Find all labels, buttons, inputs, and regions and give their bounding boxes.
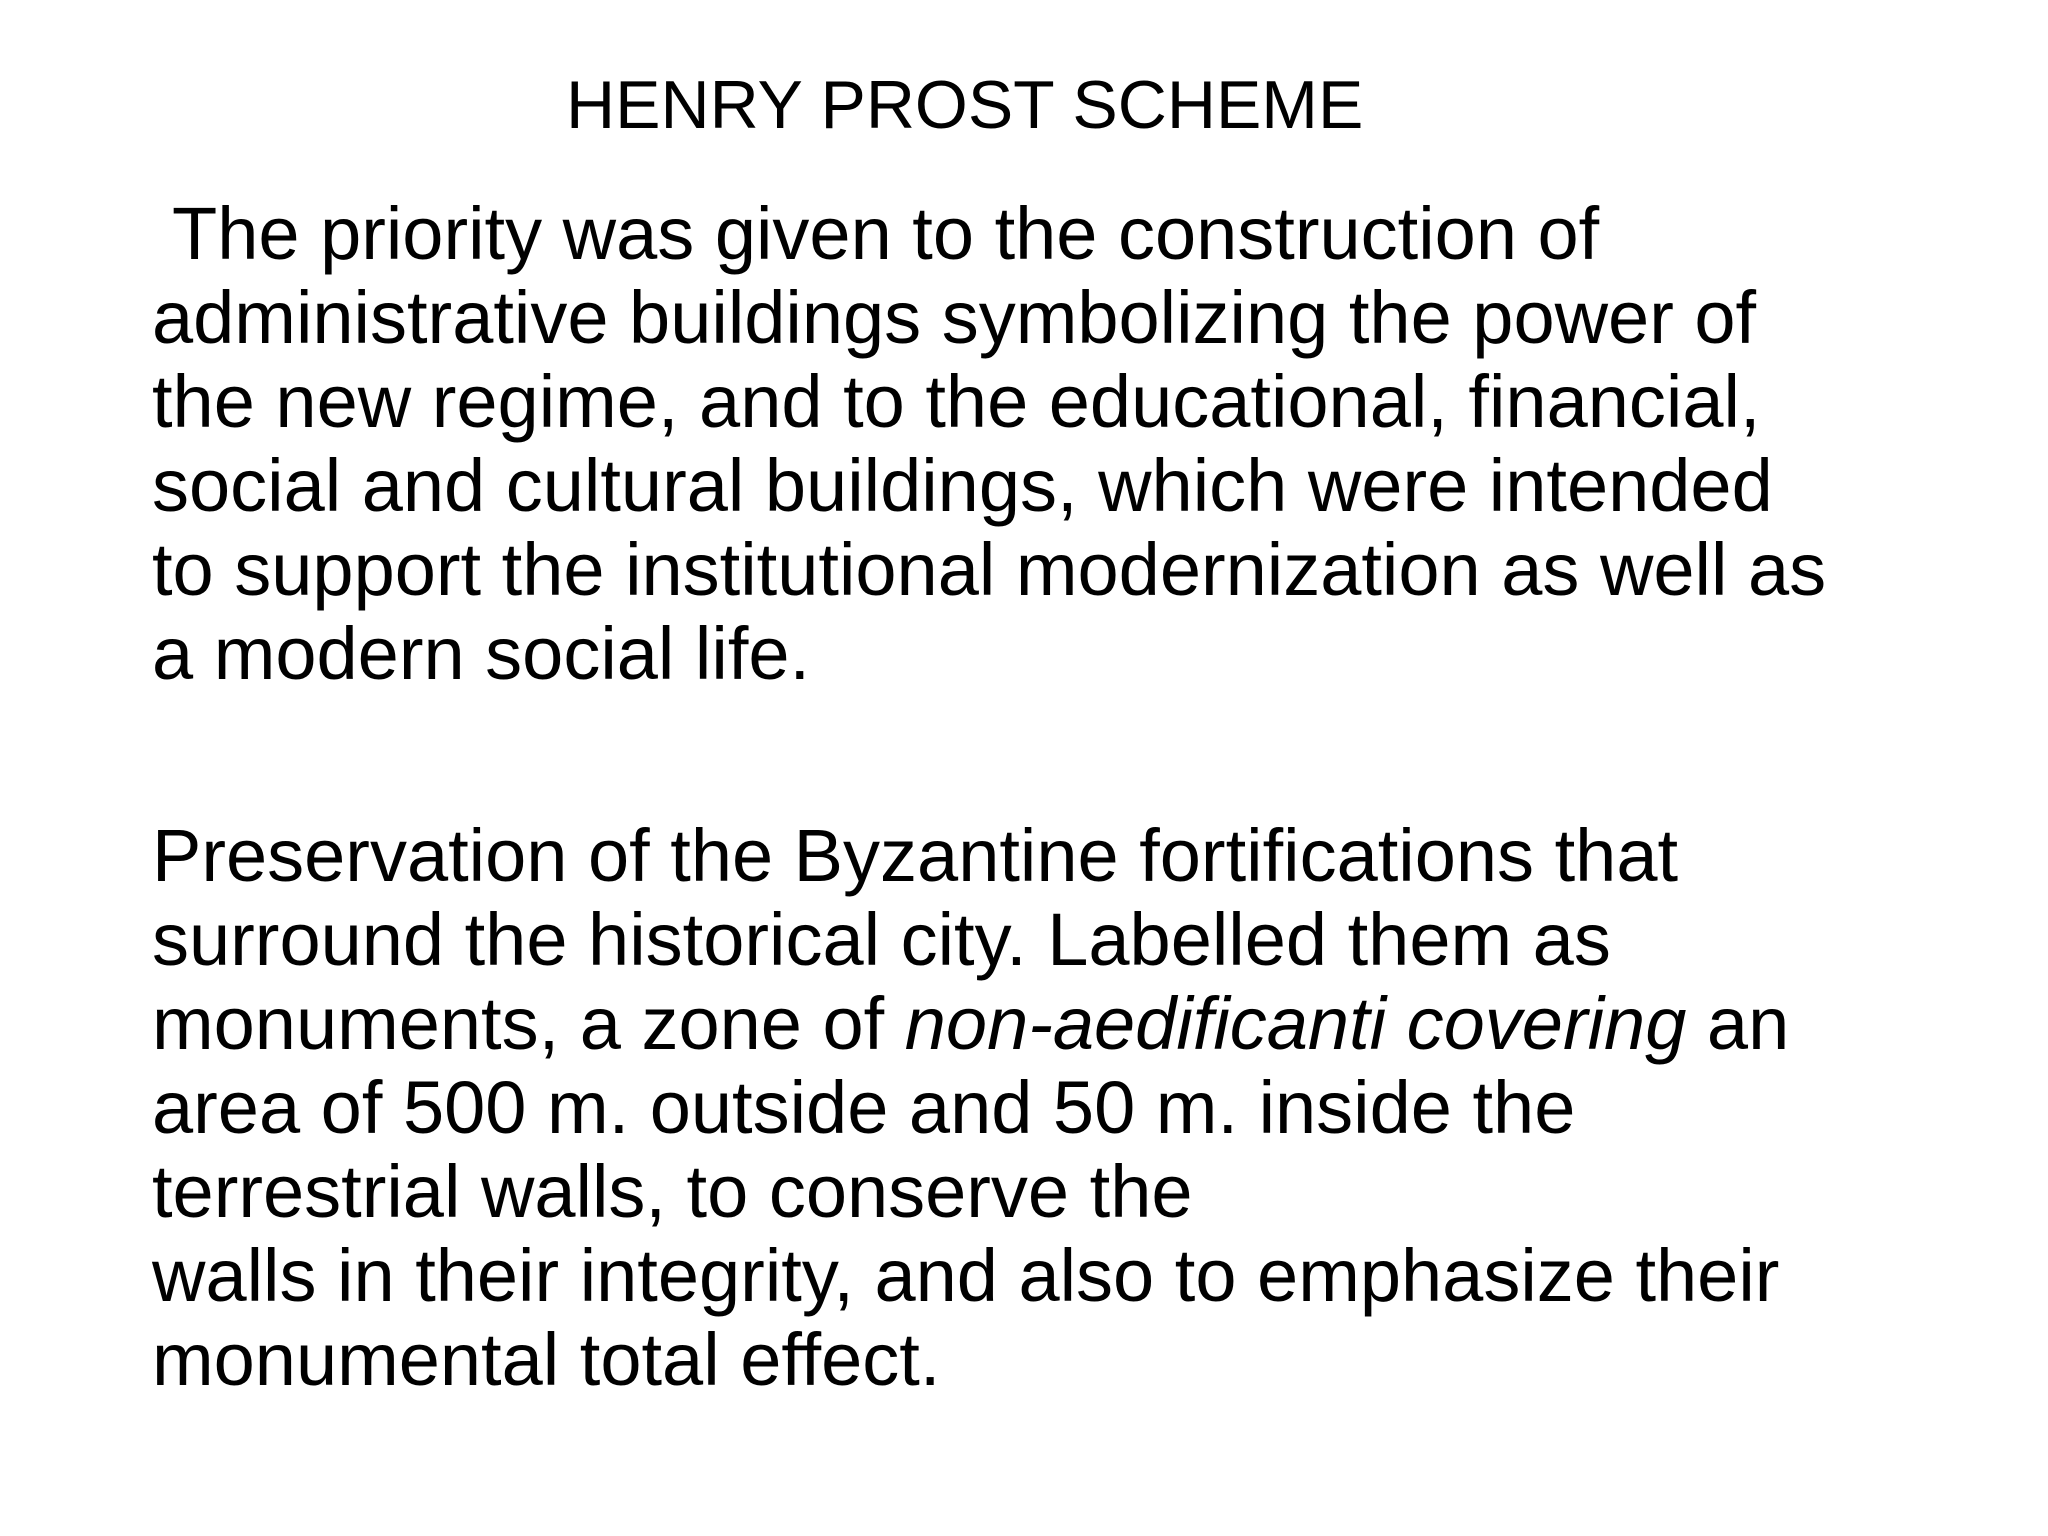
paragraph-line: The priority was given to the construction of <box>172 192 1600 275</box>
paragraph-line: Preservation of the Byzantine fortifications that <box>152 814 1679 897</box>
paragraph-line: terrestrial walls, to conserve the <box>152 1150 1193 1233</box>
paragraph-line: a modern social life. <box>152 612 811 695</box>
paragraph-line: walls in their integrity, and also to emphasize their <box>152 1234 1780 1317</box>
paragraph-line: to support the institutional modernization as well as <box>152 528 1827 611</box>
paragraph-line: area of 500 m. outside and 50 m. inside the <box>152 1066 1576 1149</box>
paragraph-preservation <box>152 814 2012 1402</box>
line-text-before-italic: monuments, a zone of <box>152 982 905 1065</box>
paragraph-line: social and cultural buildings, which were intended <box>152 444 1773 527</box>
line-text-after-italic: an <box>1686 982 1790 1065</box>
paragraph-line: the new regime, and to the educational, financial, <box>152 360 1761 443</box>
slide-title: HENRY PROST SCHEME <box>566 67 1364 143</box>
italic-term: non-aedificanti covering <box>904 982 1687 1065</box>
paragraph-line-with-italic <box>152 982 2012 1066</box>
paragraph-line: monumental total effect. <box>152 1318 941 1401</box>
paragraph-priority <box>152 192 2012 696</box>
paragraph-line: surround the historical city. Labelled them as <box>152 898 1611 981</box>
paragraph-line: administrative buildings symbolizing the power of <box>152 276 1757 359</box>
